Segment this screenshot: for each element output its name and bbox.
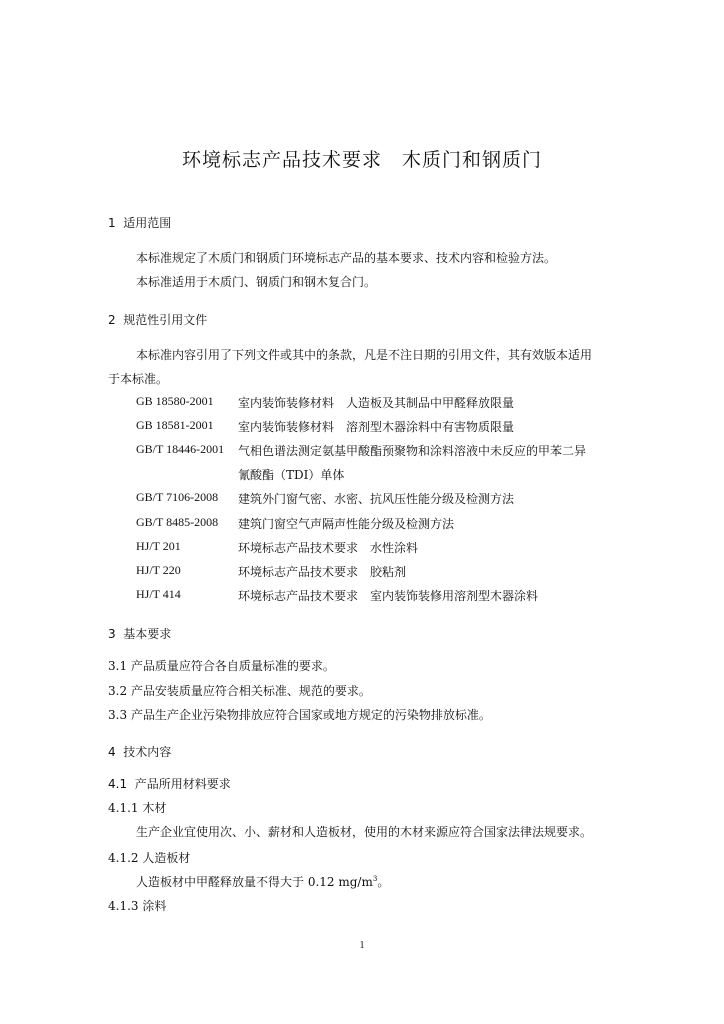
reference-title: 室内装饰装修材料 人造板及其制品中甲醛释放限量: [238, 396, 515, 410]
section-4-1-heading: 4.1 产品所用材料要求: [108, 777, 231, 791]
reference-title: 气相色谱法测定氨基甲酸酯预聚物和涂料溶液中未反应的甲苯二异: [238, 444, 587, 458]
reference-code: GB/T 7106-2008: [136, 490, 219, 504]
clause-4-1-2-end: 。: [377, 875, 390, 889]
clause-4-1-2-main: 人造板材中甲醛释放量不得大于 0.12 mg/m: [136, 875, 373, 889]
reference-code: HJ/T 414: [136, 587, 181, 601]
page-number: 1: [359, 940, 365, 951]
section-1-paragraph-1: 本标准规定了木质门和钢质门环境标志产品的基本要求、技术内容和检验方法。: [136, 251, 557, 265]
reference-title: 建筑外门窗气密、水密、抗风压性能分级及检测方法: [238, 492, 515, 506]
section-3-heading: 3 基本要求: [108, 627, 172, 641]
clause-4-1-2-text: [136, 873, 389, 890]
section-1-paragraph-2: 本标准适用于木质门、钢质门和钢木复合门。: [136, 275, 377, 289]
requirement-item: 3.3 产品生产企业污染物排放应符合国家或地方规定的污染物排放标准。: [108, 708, 491, 722]
reference-code: GB 18580-2001: [136, 394, 214, 408]
clause-4-1-1-heading: 4.1.1 木材: [108, 801, 167, 815]
section-1-heading: 1 适用范围: [108, 216, 172, 230]
reference-code: HJ/T 201: [136, 539, 181, 553]
reference-title: 室内装饰装修材料 溶剂型木器涂料中有害物质限量: [238, 420, 515, 434]
reference-code: GB/T 18446-2001: [136, 442, 225, 456]
requirement-item: 3.1 产品质量应符合各自质量标准的要求。: [108, 659, 335, 673]
reference-title-continued: 氰酸酯（TDI）单体: [238, 468, 345, 482]
reference-title: 环境标志产品技术要求 水性涂料: [238, 541, 419, 555]
section-2-heading: 2 规范性引用文件: [108, 313, 208, 327]
clause-4-1-1-text: 生产企业宜使用次、小、薪材和人造板材，使用的木材来源应符合国家法律法规要求。: [136, 825, 593, 839]
reference-title: 环境标志产品技术要求 胶粘剂: [238, 565, 407, 579]
clause-4-1-3-heading: 4.1.3 涂料: [108, 899, 167, 913]
requirement-item: 3.2 产品安装质量应符合相关标准、规范的要求。: [108, 684, 371, 698]
clause-4-1-2-heading: 4.1.2 人造板材: [108, 851, 191, 865]
reference-code: GB 18581-2001: [136, 418, 214, 432]
reference-code: GB/T 8485-2008: [136, 515, 219, 529]
reference-title: 环境标志产品技术要求 室内装饰装修用溶剂型木器涂料: [238, 589, 539, 603]
document-title: 环境标志产品技术要求 木质门和钢质门: [181, 149, 542, 171]
section-2-intro-line-2: 于本标准。: [108, 372, 169, 386]
superscript-3: 3: [372, 875, 378, 883]
reference-code: HJ/T 220: [136, 563, 181, 577]
reference-title: 建筑门窗空气声隔声性能分级及检测方法: [238, 517, 455, 531]
section-2-intro-line-1: 本标准内容引用了下列文件或其中的条款，凡是不注日期的引用文件，其有效版本适用: [136, 348, 593, 362]
section-4-heading: 4 技术内容: [108, 745, 172, 759]
